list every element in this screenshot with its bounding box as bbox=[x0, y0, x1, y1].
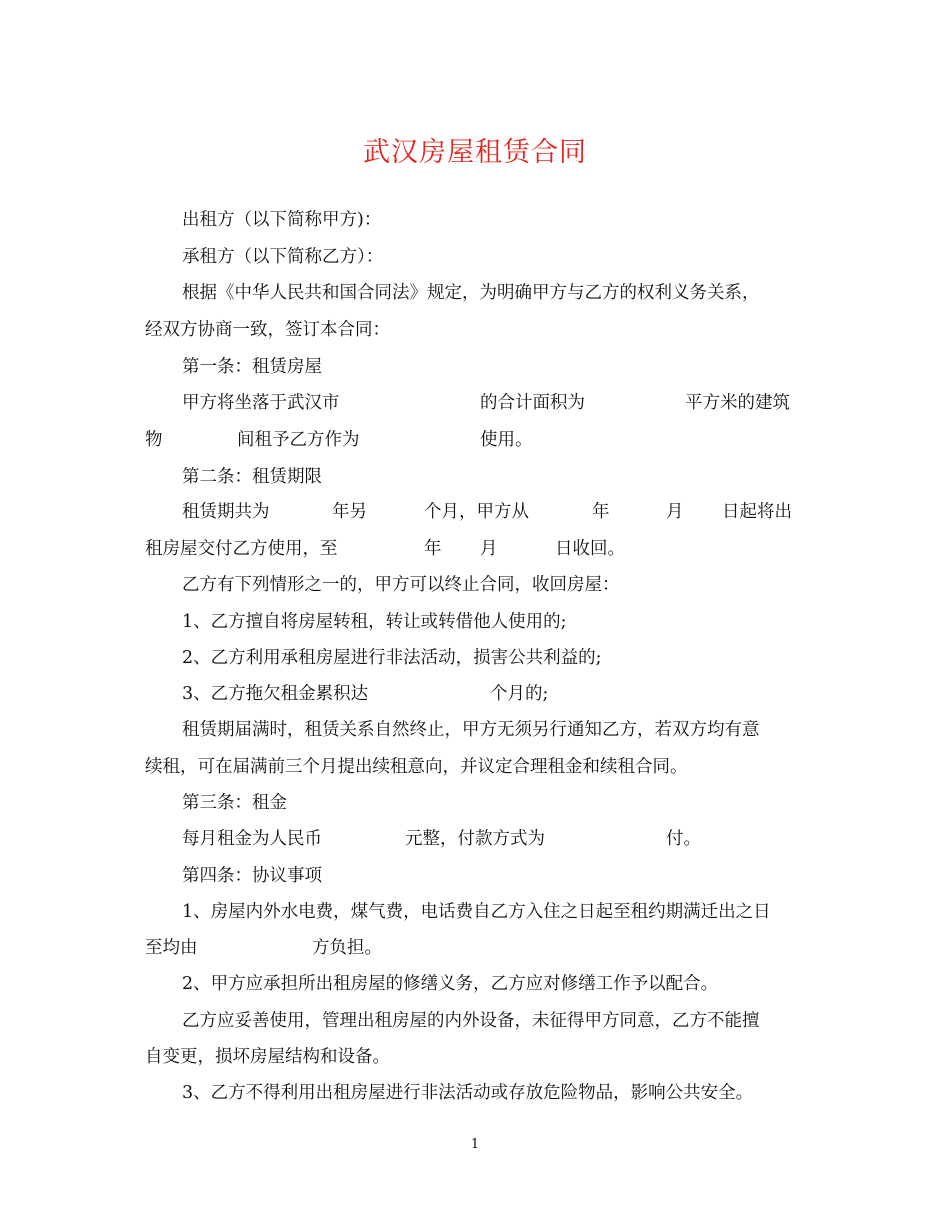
contract-text: 租赁期共为 bbox=[182, 502, 270, 522]
contract-text: 根据《中华人民共和国合同法》规定，为明确甲方与乙方的权利义务关系， bbox=[182, 283, 760, 303]
contract-text: 付。 bbox=[666, 829, 701, 849]
contract-text: 2、甲方应承担所出租房屋的修缮义务，乙方应对修缮工作予以配合。 bbox=[182, 974, 719, 994]
contract-text: 的合计面积为 bbox=[480, 393, 585, 413]
contract-text: 续租，可在届满前三个月提出续租意向，并议定合理租金和续租合同。 bbox=[145, 757, 688, 777]
contract-text: 日收回。 bbox=[555, 539, 625, 559]
contract-text: 第二条：租赁期限 bbox=[182, 467, 322, 487]
contract-text: 月 bbox=[480, 539, 498, 559]
contract-text: 间租予乙方作为 bbox=[237, 430, 360, 450]
contract-text: 方负担。 bbox=[312, 938, 382, 958]
contract-text: 经双方协商一致，签订本合同： bbox=[145, 320, 390, 340]
contract-text: 物 bbox=[145, 430, 163, 450]
contract-text: 个月的; bbox=[490, 684, 549, 704]
contract-text: 自变更，损坏房屋结构和设备。 bbox=[145, 1047, 390, 1067]
contract-text: 月 bbox=[666, 502, 684, 522]
contract-text: 使用。 bbox=[480, 430, 533, 450]
contract-text: 2、乙方利用承租房屋进行非法活动，损害公共利益的; bbox=[182, 648, 602, 668]
contract-text: 3、乙方拖欠租金累积达 bbox=[182, 684, 369, 704]
contract-text: 第四条：协议事项 bbox=[182, 866, 322, 886]
contract-text: 年 bbox=[592, 502, 610, 522]
contract-text: 平方米的建筑 bbox=[685, 393, 790, 413]
contract-text: 租房屋交付乙方使用，至 bbox=[145, 539, 338, 559]
contract-text: 日起将出 bbox=[722, 502, 792, 522]
contract-text: 每月租金为人民币 bbox=[182, 829, 322, 849]
contract-text: 个月，甲方从 bbox=[424, 502, 529, 522]
contract-text: 承租方（以下简称乙方）： bbox=[182, 247, 384, 267]
contract-text: 租赁期届满时，租赁关系自然终止，甲方无须另行通知乙方，若双方均有意 bbox=[182, 720, 760, 740]
page-number: 1 bbox=[470, 1137, 480, 1152]
contract-text: 年 bbox=[424, 539, 442, 559]
contract-text: 元整，付款方式为 bbox=[405, 829, 545, 849]
contract-text: 出租方（以下简称甲方)： bbox=[182, 210, 382, 230]
contract-text: 3、乙方不得利用出租房屋进行非法活动或存放危险物品，影响公共安全。 bbox=[182, 1083, 754, 1103]
contract-text: 年另 bbox=[332, 502, 367, 522]
contract-text: 乙方有下列情形之一的，甲方可以终止合同，收回房屋： bbox=[182, 575, 620, 595]
contract-title: 武汉房屋租赁合同 bbox=[363, 137, 587, 168]
contract-text: 1、乙方擅自将房屋转租，转让或转借他人使用的; bbox=[182, 612, 567, 632]
contract-text: 第一条：租赁房屋 bbox=[182, 357, 322, 377]
contract-text: 甲方将坐落于武汉市 bbox=[182, 393, 340, 413]
contract-text: 至均由 bbox=[145, 938, 198, 958]
contract-text: 1、房屋内外水电费，煤气费，电话费自乙方入住之日起至租约期满迁出之日 bbox=[182, 902, 771, 922]
contract-text: 乙方应妥善使用，管理出租房屋的内外设备，未征得甲方同意，乙方不能擅 bbox=[182, 1011, 760, 1031]
contract-text: 第三条：租金 bbox=[182, 793, 287, 813]
